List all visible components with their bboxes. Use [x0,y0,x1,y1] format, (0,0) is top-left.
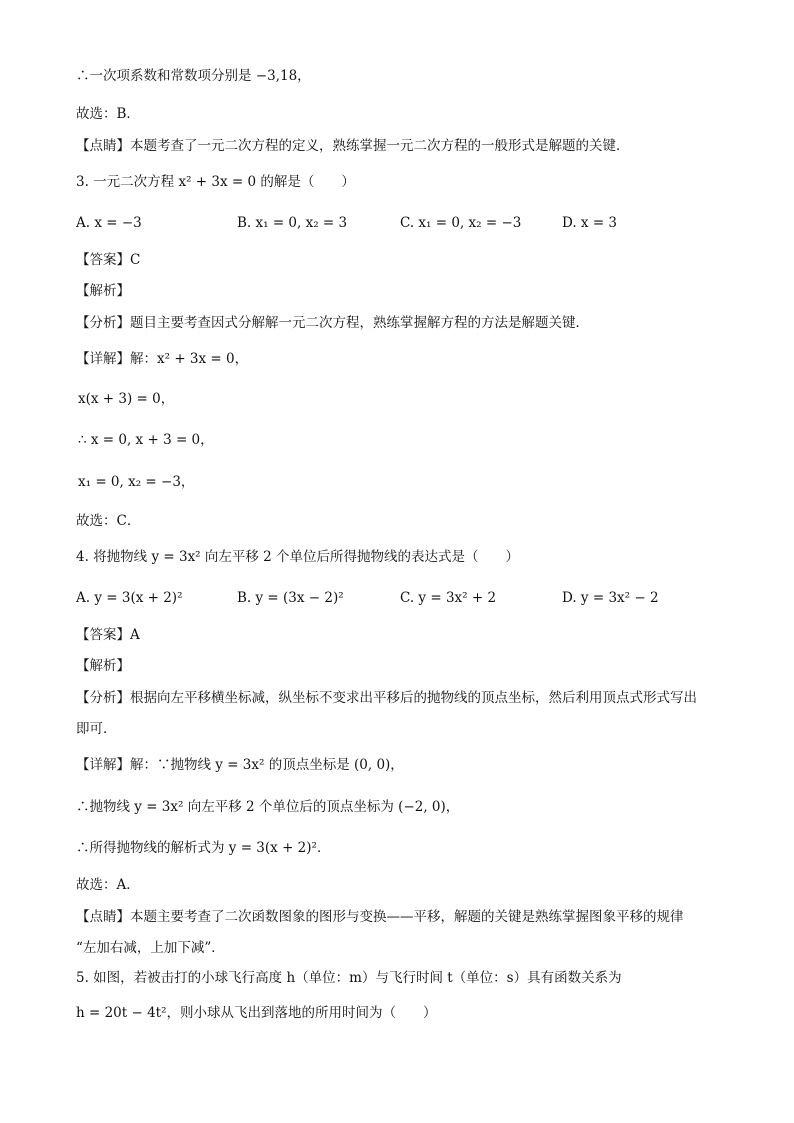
text-line: 即可． [76,721,117,737]
analysis-heading: 【解析】 [76,283,130,299]
text-line: 【详解】解：∵抛物线 y = 3x² 的顶点坐标是 (0, 0)， [76,757,404,773]
text-line: 【分析】题目主要考查因式分解解一元二次方程，熟练掌握解方程的方法是解题关键． [76,315,589,331]
text-line: 【详解】解：x² + 3x = 0， [76,351,249,367]
option-b: B. y = (3x − 2)² [237,590,344,606]
text-line: 【点睛】本题主要考查了二次函数图象的图形与变换——平移，解题的关键是熟练掌握图象平移的规律 [76,909,684,925]
text-line: ∴抛物线 y = 3x² 向左平移 2 个单位后的顶点坐标为 (−2, 0)， [76,799,460,815]
answer-line: 【答案】A [76,627,140,643]
option-b: B. x₁ = 0, x₂ = 3 [237,215,348,231]
text-line: 故选：C． [76,513,141,529]
text-line: ∴一次项系数和常数项分别是 −3,18， [76,68,311,84]
option-d: D. y = 3x² − 2 [562,590,659,606]
question-3-stem: 3. 一元二次方程 x² + 3x = 0 的解是（ ） [76,174,355,190]
text-line: “左加右减，上加下减”． [76,940,225,956]
option-c: C. y = 3x² + 2 [400,590,497,606]
answer-line: 【答案】C [76,252,141,268]
question-5-stem: 5. 如图，若被击打的小球飞行高度 h（单位：m）与飞行时间 t（单位：s）具有函数关系为 [76,970,622,986]
question-5-stem-cont: h = 20t − 4t²，则小球从飞出到落地的所用时间为（ ） [76,1005,437,1021]
option-a: A. y = 3(x + 2)² [76,590,183,606]
text-line: 【分析】根据向左平移横坐标减，纵坐标不变求出平移后的抛物线的顶点坐标，然后利用顶点式形式写出 [76,690,697,706]
math-line: x(x + 3) = 0， [78,391,175,407]
option-c: C. x₁ = 0, x₂ = −3 [400,215,522,231]
text-line: 【点睛】本题考查了一元二次方程的定义，熟练掌握一元二次方程的一般形式是解题的关键． [76,138,630,154]
math-line: ∴ x = 0, x + 3 = 0， [78,432,214,448]
question-4-stem: 4. 将抛物线 y = 3x² 向左平移 2 个单位后所得抛物线的表达式是（ ） [76,549,520,565]
text-line: ∴所得抛物线的解析式为 y = 3(x + 2)²． [76,840,331,856]
option-a: A. x = −3 [76,215,142,231]
text-line: 故选：A． [76,877,140,893]
math-line: x₁ = 0, x₂ = −3， [78,474,195,490]
text-line: 故选：B． [76,106,140,122]
analysis-heading: 【解析】 [76,658,130,674]
option-d: D. x = 3 [562,215,618,231]
